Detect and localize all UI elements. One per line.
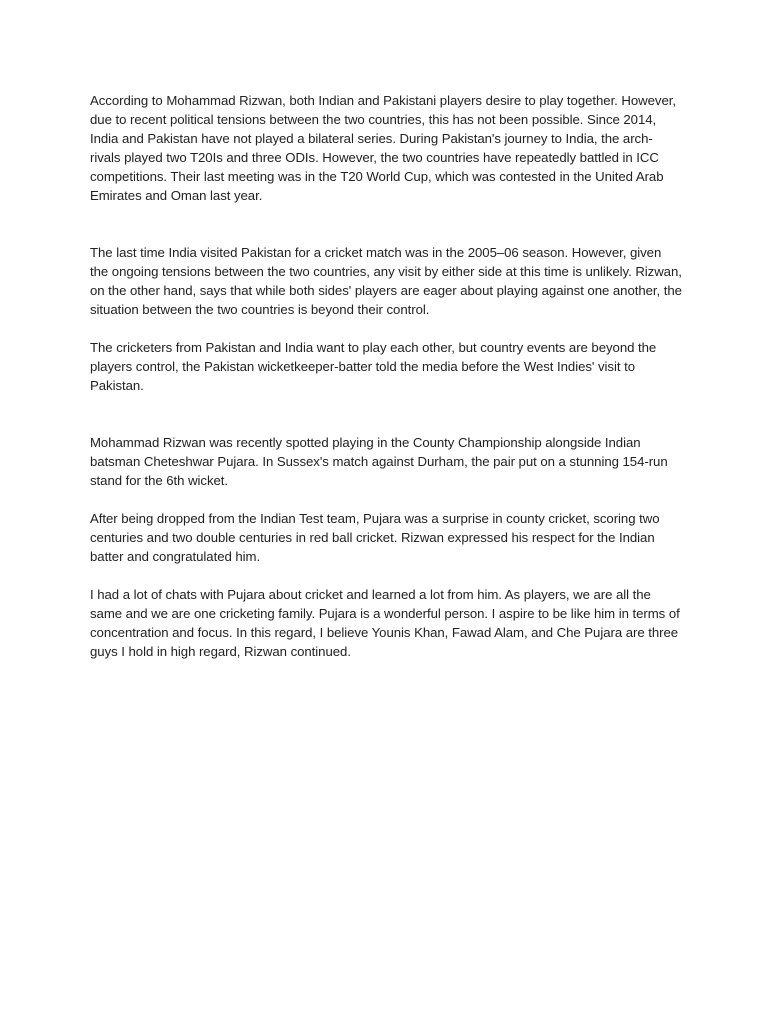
paragraph-spacer bbox=[90, 205, 682, 243]
paragraph-spacer bbox=[90, 490, 682, 509]
paragraph-6: I had a lot of chats with Pujara about cricket and learned a lot from him. As players, we are all the same and we are one cricketing family. Pujara is a wonderful person. I aspire to be like him in terms of concentration and focus. In this regard, I believe Younis Khan, Fawad Alam, and Che Pujara are three guys I hold in high regard, Rizwan continued. bbox=[90, 587, 680, 659]
paragraph-1: According to Mohammad Rizwan, both Indian and Pakistani players desire to play together. However, due to recent political tensions between the two countries, this has not been possible. Since 2014, India and Pakistan have not played a bilateral series. During Pakistan's journey to India, the arch-rivals played two T20Is and three ODIs. However, the two countries have repeatedly battled in ICC competitions. Their last meeting was in the T20 World Cup, which was contested in the United Arab Emirates and Oman last year. bbox=[90, 93, 676, 203]
paragraph-spacer bbox=[90, 395, 682, 433]
paragraph-4: Mohammad Rizwan was recently spotted playing in the County Championship alongside Indian batsman Cheteshwar Pujara. In Sussex's match against Durham, the pair put on a stunning 154-run stand for the 6th wicket. bbox=[90, 435, 668, 488]
paragraph-2: The last time India visited Pakistan for a cricket match was in the 2005–06 season. However, given the ongoing tensions between the two countries, any visit by either side at this time is unlikely. Rizwan, on the other hand, says that while both sides' players are eager about playing against one another, the situation between the two countries is beyond their control. bbox=[90, 245, 682, 317]
document-body bbox=[90, 91, 682, 661]
paragraph-5: After being dropped from the Indian Test team, Pujara was a surprise in county cricket, scoring two centuries and two double centuries in red ball cricket. Rizwan expressed his respect for the Indian batter and congratulated him. bbox=[90, 511, 660, 564]
paragraph-spacer bbox=[90, 319, 682, 338]
paragraph-spacer bbox=[90, 566, 682, 585]
paragraph-3: The cricketers from Pakistan and India want to play each other, but country events are beyond the players control, the Pakistan wicketkeeper-batter told the media before the West Indies' visit to Pakistan. bbox=[90, 340, 657, 393]
